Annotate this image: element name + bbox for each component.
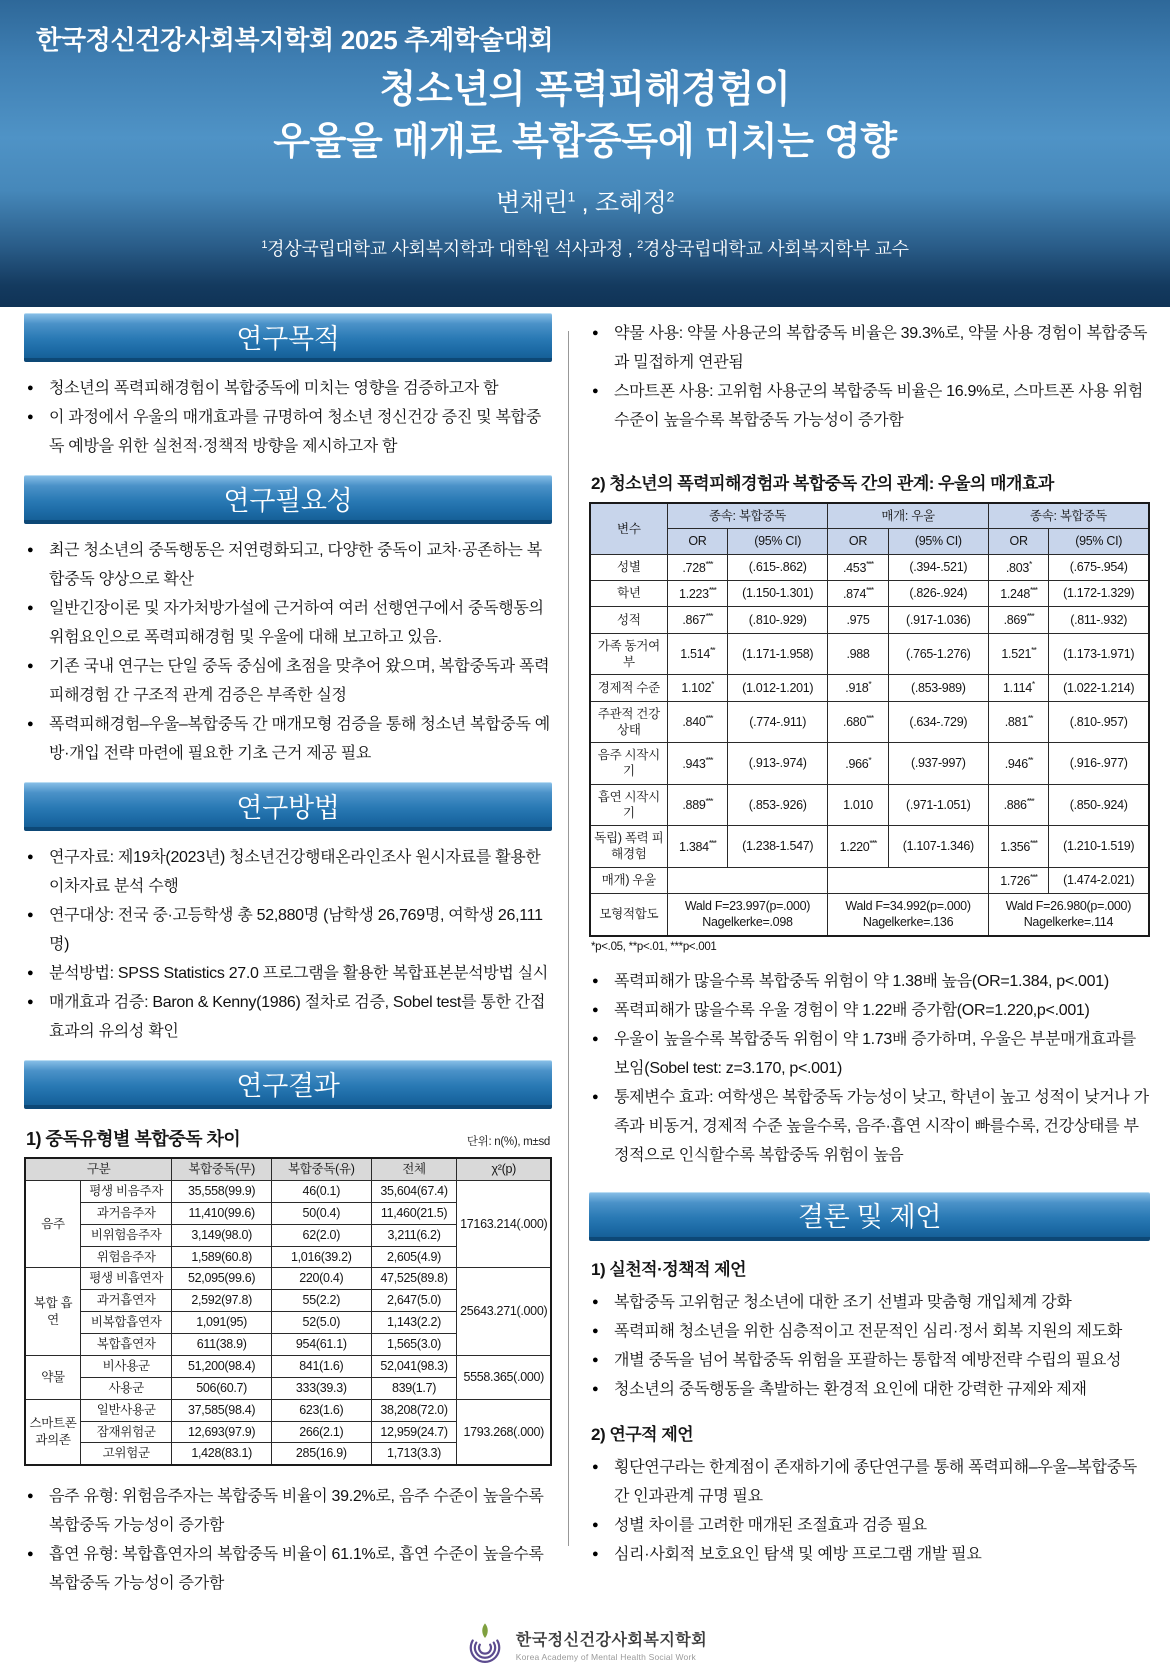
table-cell: 2,605(4.9) — [371, 1246, 457, 1268]
bullet-item: ● 청소년의 폭력피해경험이 복합중독에 미치는 영향을 검증하고자 함 — [24, 374, 552, 403]
table-cell: (1.238-1.547) — [728, 826, 828, 868]
table-cell: 과거흡연자 — [81, 1290, 172, 1312]
results-subheading-2: 2) 청소년의 폭력피해경험과 복합중독 간의 관계: 우울의 매개효과 — [591, 474, 1054, 493]
table-row — [590, 607, 1149, 633]
table-cell: 1.384*** — [667, 826, 727, 868]
variable-cell: 가족 동거여부 — [590, 633, 667, 675]
table-cell: (1.012-1.201) — [728, 675, 828, 701]
table-cell: 비복합흡연자 — [81, 1312, 172, 1334]
column-header: 매개: 우울 — [828, 503, 989, 529]
table-cell: (.810-.957) — [1049, 701, 1149, 743]
conclusion-research-bullets — [589, 1453, 1150, 1569]
section-title: 연구방법 — [236, 792, 340, 823]
method-bullets — [24, 843, 552, 1046]
right-column — [589, 313, 1150, 1612]
mediation-table — [589, 502, 1150, 937]
table-cell: 1.248*** — [988, 580, 1048, 606]
table-cell: 1.521** — [988, 633, 1048, 675]
table-cell: 1.114* — [988, 675, 1048, 701]
section-title: 연구결과 — [236, 1070, 340, 1101]
table-cell: 1,713(3.3) — [371, 1443, 457, 1465]
table-cell: (1.173-1.971) — [1049, 633, 1149, 675]
table-cell: 506(60.7) — [172, 1377, 272, 1399]
left-column — [24, 313, 552, 1612]
author-1: 변채린 — [495, 188, 568, 217]
table-cell: (.850-.924) — [1049, 784, 1149, 826]
table-cell: 1.220*** — [828, 826, 888, 868]
table-cell: (.811-.932) — [1049, 607, 1149, 633]
table-cell: 1,565(3.0) — [371, 1334, 457, 1356]
table-cell: 11,410(99.6) — [172, 1202, 272, 1224]
table-row — [590, 554, 1149, 580]
column-header: (95% CI) — [728, 529, 828, 554]
author-2-sup: 2 — [666, 188, 675, 205]
academy-logo-text — [516, 1627, 707, 1662]
table-row — [590, 701, 1149, 743]
table-cell: 위험음주자 — [81, 1246, 172, 1268]
table-cell: .966* — [828, 743, 888, 785]
column-divider — [568, 331, 569, 1546]
bullet-item: ● 흡연 유형: 복합흡연자의 복합중독 비율이 61.1%로, 흡연 수준이 높을수록 복합중독 가능성이 증가함 — [24, 1540, 552, 1598]
section-header-purpose — [24, 313, 552, 362]
model-fit-cell: Wald F=34.992(p=.000) Nagelkerke=.136 — [828, 894, 989, 936]
table-cell: 51,200(98.4) — [172, 1355, 272, 1377]
chi-cell: 17163.214(.000) — [457, 1180, 551, 1268]
table-cell: 266(2.1) — [272, 1421, 372, 1443]
chi-cell: 25643.271(.000) — [457, 1268, 551, 1356]
table-cell: 46(0.1) — [272, 1180, 372, 1202]
bullet-item: ● 심리·사회적 보호요인 탐색 및 예방 프로그램 개발 필요 — [589, 1540, 1150, 1569]
authors-line — [0, 183, 1170, 219]
table-cell: (.774-.911) — [728, 701, 828, 743]
affiliation-2-sup: 2 — [637, 238, 643, 251]
table-cell: (.937-997) — [888, 743, 988, 785]
table-cell: 611(38.9) — [172, 1334, 272, 1356]
table-cell: (.394-.521) — [888, 554, 988, 580]
table-cell: (.917-1.036) — [888, 607, 988, 633]
table-cell: 47,525(89.8) — [371, 1268, 457, 1290]
table-cell: 1,143(2.2) — [371, 1312, 457, 1334]
table-cell: 1.726*** — [988, 867, 1048, 893]
table-cell: 52,095(99.6) — [172, 1268, 272, 1290]
table-row — [590, 580, 1149, 606]
poster-title-line2: 우울을 매개로 복합중독에 미치는 영향 — [273, 121, 897, 164]
chi-cell: 5558.365(.000) — [457, 1355, 551, 1399]
section-header-method — [24, 782, 552, 831]
bullet-item: ● 이 과정에서 우울의 매개효과를 규명하여 청소년 정신건강 증진 및 복합중독 예방을 위한 실천적·정책적 방향을 제시하고자 함 — [24, 403, 552, 461]
table-row — [590, 633, 1149, 675]
bullet-item: ● 폭력피해 청소년을 위한 심층적이고 전문적인 심리·정서 회복 지원의 제도화 — [589, 1317, 1150, 1346]
group-label-cell: 음주 — [25, 1180, 81, 1268]
poster-title-line1: 청소년의 폭력피해경험이 — [379, 69, 791, 111]
table-cell: 3,149(98.0) — [172, 1224, 272, 1246]
table-cell: 12,959(24.7) — [371, 1421, 457, 1443]
bullet-item: ● 분석방법: SPSS Statistics 27.0 프로그램을 활용한 복합표본분석방법 실시 — [24, 959, 552, 988]
conclusion-subheading-1: 1) 실천적·정책적 제언 — [591, 1259, 747, 1279]
table-cell: (.826-.924) — [888, 580, 988, 606]
conclusion-practice-bullets — [589, 1288, 1150, 1404]
table-cell: 평생 비흡연자 — [81, 1268, 172, 1290]
affiliation-1: 경상국립대학교 사회복지학과 대학원 석사과정 , — [267, 238, 638, 259]
drug-smartphone-bullets — [589, 319, 1150, 435]
table-cell: (.765-1.276) — [888, 633, 988, 675]
table-cell: 35,604(67.4) — [371, 1180, 457, 1202]
table-cell: (.853-989) — [888, 675, 988, 701]
need-bullets — [24, 536, 552, 768]
table-cell: (.615-.862) — [728, 554, 828, 580]
section-header-conclusion — [589, 1192, 1150, 1241]
academy-logo-icon — [463, 1622, 507, 1666]
results-subheading-1: 1) 중독유형별 복합중독 차이 — [26, 1129, 241, 1149]
table-cell: 623(1.6) — [272, 1399, 372, 1421]
section-title: 결론 및 제언 — [797, 1202, 942, 1233]
table-cell: (.810-.929) — [728, 607, 828, 633]
variable-cell: 음주 시작시기 — [590, 743, 667, 785]
column-header: 전체 — [371, 1158, 457, 1180]
group-label-cell: 스마트폰 과의존 — [25, 1399, 81, 1465]
table-cell: .867*** — [667, 607, 727, 633]
column-header: OR — [828, 529, 888, 554]
table-cell: 비위험음주자 — [81, 1224, 172, 1246]
table-cell: .918* — [828, 675, 888, 701]
table-cell: 50(0.4) — [272, 1202, 372, 1224]
table-cell: .881** — [988, 701, 1048, 743]
table-row — [25, 1180, 551, 1202]
table-cell: .869*** — [988, 607, 1048, 633]
conclusion-subheading-2: 2) 연구적 제언 — [591, 1424, 694, 1444]
table-cell: .728*** — [667, 554, 727, 580]
bullet-item: ● 연구자료: 제19차(2023년) 청소년건강행태온라인조사 원시자료를 활용한 이차자료 분석 수행 — [24, 843, 552, 901]
table-cell: (.675-.954) — [1049, 554, 1149, 580]
academy-name-korean: 한국정신건강사회복지학회 — [515, 1631, 708, 1649]
column-header: 종속: 복합중독 — [667, 503, 828, 529]
table-cell: 평생 비음주자 — [81, 1180, 172, 1202]
table-cell: 과거음주자 — [81, 1202, 172, 1224]
bullet-item: ● 개별 중독을 넘어 복합중독 위험을 포괄하는 통합적 예방전략 수립의 필요성 — [589, 1346, 1150, 1375]
table-cell: 62(2.0) — [272, 1224, 372, 1246]
variable-cell: 흡연 시작시기 — [590, 784, 667, 826]
table-cell: 1.010 — [828, 784, 888, 826]
table-row — [25, 1399, 551, 1421]
table-cell: (1.474-2.021) — [1049, 867, 1149, 893]
results-subheading-row — [26, 1125, 550, 1151]
table-cell: .680*** — [828, 701, 888, 743]
table-cell: 1.514** — [667, 633, 727, 675]
variable-cell: 독립) 폭력 피해경험 — [590, 826, 667, 868]
purpose-bullets — [24, 374, 552, 461]
table-cell: .803* — [988, 554, 1048, 580]
author-1-sup: 1 — [567, 188, 576, 205]
table-cell: 1.223*** — [667, 580, 727, 606]
conference-name: 한국정신건강사회복지학회 2025 추계학술대회 — [36, 25, 554, 55]
section-title: 연구필요성 — [223, 485, 353, 516]
mediation-findings-bullets — [589, 967, 1150, 1170]
table-cell: 일반사용군 — [81, 1399, 172, 1421]
table-header-row — [590, 503, 1149, 529]
table-cell: 839(1.7) — [371, 1377, 457, 1399]
table-row — [25, 1268, 551, 1290]
variable-cell: 매개) 우울 — [590, 867, 667, 893]
table-cell: 841(1.6) — [272, 1355, 372, 1377]
bullet-item: ● 청소년의 중독행동을 촉발하는 환경적 요인에 대한 강력한 규제와 제재 — [589, 1375, 1150, 1404]
table-cell: (.853-.926) — [728, 784, 828, 826]
table-row — [590, 894, 1149, 936]
column-header: 복합중독(유) — [272, 1158, 372, 1180]
bullet-item: ● 횡단연구라는 한계점이 존재하기에 종단연구를 통해 폭력피해–우울–복합중독 간 인과관계 규명 필요 — [589, 1453, 1150, 1511]
table-cell: .453*** — [828, 554, 888, 580]
table-cell: 55(2.2) — [272, 1290, 372, 1312]
table-cell: (1.107-1.346) — [888, 826, 988, 868]
bullet-item: ● 폭력피해경험–우울–복합중독 간 매개모형 검증을 통해 청소년 복합중독 예방·개입 전략 마련에 필요한 기초 근거 제공 필요 — [24, 710, 552, 768]
variable-cell: 경제적 수준 — [590, 675, 667, 701]
table-cell: 2,592(97.8) — [172, 1290, 272, 1312]
table-cell: (1.210-1.519) — [1049, 826, 1149, 868]
significance-footnote: *p<.05, **p<.01, ***p<.001 — [591, 940, 717, 953]
table-cell: 3,211(6.2) — [371, 1224, 457, 1246]
affiliation-2: 경상국립대학교 사회복지학부 교수 — [642, 238, 909, 259]
author-2: 조혜정 — [594, 188, 667, 217]
chi-cell: 1793.268(.000) — [457, 1399, 551, 1465]
column-header: 구분 — [25, 1158, 172, 1180]
table-cell: .886*** — [988, 784, 1048, 826]
table-cell: (.916-.977) — [1049, 743, 1149, 785]
table-row — [590, 675, 1149, 701]
author-separator: , — [575, 188, 595, 217]
table-cell: (.913-.974) — [728, 743, 828, 785]
table-cell: (1.171-1.958) — [728, 633, 828, 675]
unit-note: 단위: n(%), m±sd — [466, 1136, 550, 1148]
table-cell: .975 — [828, 607, 888, 633]
variable-cell: 성적 — [590, 607, 667, 633]
bullet-item: ● 약물 사용: 약물 사용군의 복합중독 비율은 39.3%로, 약물 사용 경험이 복합중독과 밀접하게 연관됨 — [589, 319, 1150, 377]
column-header: (95% CI) — [888, 529, 988, 554]
variable-cell: 모형적합도 — [590, 894, 667, 936]
variable-cell: 성별 — [590, 554, 667, 580]
table-header-row — [25, 1158, 551, 1180]
poster-footer — [0, 1612, 1170, 1676]
table-cell: 38,208(72.0) — [371, 1399, 457, 1421]
bullet-item: ● 복합중독 고위험군 청소년에 대한 조기 선별과 맞춤형 개입체계 강화 — [589, 1288, 1150, 1317]
column-header: OR — [667, 529, 727, 554]
bullet-item: ● 연구대상: 전국 중·고등학생 총 52,880명 (남학생 26,769명, 여학생 26,111명) — [24, 901, 552, 959]
table-cell: 12,693(97.9) — [172, 1421, 272, 1443]
affiliation-1-sup: 1 — [261, 238, 268, 251]
table-row — [590, 867, 1149, 893]
model-fit-cell: Wald F=23.997(p=.000) Nagelkerke=.098 — [667, 894, 828, 936]
table-row — [590, 784, 1149, 826]
column-header: 종속: 복합중독 — [988, 503, 1149, 529]
addiction-type-table — [24, 1157, 552, 1466]
table-cell: 1,428(83.1) — [172, 1443, 272, 1465]
table-cell: .988 — [828, 633, 888, 675]
table-cell: 1,091(95) — [172, 1312, 272, 1334]
content-area — [0, 307, 1170, 1612]
table-cell: 1,589(60.8) — [172, 1246, 272, 1268]
table-cell: .889*** — [667, 784, 727, 826]
column-header: χ²(p) — [457, 1158, 551, 1180]
table-cell: 2,647(5.0) — [371, 1290, 457, 1312]
table-row — [25, 1355, 551, 1377]
table-cell: 220(0.4) — [272, 1268, 372, 1290]
bullet-item: ● 통제변수 효과: 여학생은 복합중독 가능성이 낮고, 학년이 높고 성적이 낮거나 가족과 비동거, 경제적 수준 높을수록, 음주·흡연 시작이 빠를수록, 건강상태를 부정적으로 인식할수록 복합중독 위험이 높음 — [589, 1083, 1150, 1170]
table-cell: 333(39.3) — [272, 1377, 372, 1399]
bullet-item: ● 최근 청소년의 중독행동은 저연령화되고, 다양한 중독이 교차·공존하는 복합중독 양상으로 확산 — [24, 536, 552, 594]
academy-name-english: Korea Academy of Mental Health Social Work — [515, 1651, 696, 1662]
group-label-cell: 복합 흡연 — [25, 1268, 81, 1356]
table-cell: 사용군 — [81, 1377, 172, 1399]
table1-findings-bullets — [24, 1482, 552, 1598]
table-cell: 37,585(98.4) — [172, 1399, 272, 1421]
group-label-cell: 약물 — [25, 1355, 81, 1399]
table-row — [590, 826, 1149, 868]
table-cell: (1.022-1.214) — [1049, 675, 1149, 701]
table-cell: 52,041(98.3) — [371, 1355, 457, 1377]
model-fit-cell: Wald F=26.980(p=.000) Nagelkerke=.114 — [988, 894, 1149, 936]
table-cell: .874*** — [828, 580, 888, 606]
table-cell: 고위험군 — [81, 1443, 172, 1465]
table-row — [590, 743, 1149, 785]
section-header-results — [24, 1060, 552, 1109]
variable-cell: 학년 — [590, 580, 667, 606]
table-cell: 52(5.0) — [272, 1312, 372, 1334]
bullet-item: ● 음주 유형: 위험음주자는 복합중독 비율이 39.2%로, 음주 수준이 높을수록 복합중독 가능성이 증가함 — [24, 1482, 552, 1540]
table-cell: (1.150-1.301) — [728, 580, 828, 606]
table-cell: 1.356*** — [988, 826, 1048, 868]
table-cell: 285(16.9) — [272, 1443, 372, 1465]
bullet-item: ● 스마트폰 사용: 고위험 사용군의 복합중독 비율은 16.9%로, 스마트폰 사용 위험수준이 높을수록 복합중독 가능성이 증가함 — [589, 377, 1150, 435]
table-cell: (1.172-1.329) — [1049, 580, 1149, 606]
table-cell: 11,460(21.5) — [371, 1202, 457, 1224]
column-header: (95% CI) — [1049, 529, 1149, 554]
section-header-need — [24, 475, 552, 524]
table-cell: 954(61.1) — [272, 1334, 372, 1356]
empty-cell — [667, 867, 828, 893]
bullet-item: ● 일반긴장이론 및 자가처방가설에 근거하여 여러 선행연구에서 중독행동의 위험요인으로 폭력피해경험 및 우울에 대해 보고하고 있음. — [24, 594, 552, 652]
table-cell: 복합흡연자 — [81, 1334, 172, 1356]
variable-cell: 주관적 건강상태 — [590, 701, 667, 743]
bullet-item: ● 폭력피해가 많을수록 복합중독 위험이 약 1.38배 높음(OR=1.384, p<.001) — [589, 967, 1150, 996]
affiliation-line — [0, 235, 1170, 261]
table-cell: 35,558(99.9) — [172, 1180, 272, 1202]
column-header: OR — [988, 529, 1048, 554]
bullet-item: ● 우울이 높을수록 복합중독 위험이 약 1.73배 증가하며, 우울은 부분매개효과를 보임(Sobel test: z=3.170, p<.001) — [589, 1025, 1150, 1083]
table-cell: 1.102* — [667, 675, 727, 701]
table-cell: .840*** — [667, 701, 727, 743]
column-header: 복합중독(무) — [172, 1158, 272, 1180]
empty-cell — [828, 867, 989, 893]
poster-header — [0, 0, 1170, 307]
table-cell: (.971-1.051) — [888, 784, 988, 826]
table-cell: 잠재위험군 — [81, 1421, 172, 1443]
column-header: 변수 — [590, 503, 667, 554]
bullet-item: ● 성별 차이를 고려한 매개된 조절효과 검증 필요 — [589, 1511, 1150, 1540]
table-header-row — [590, 529, 1149, 554]
table-cell: 1,016(39.2) — [272, 1246, 372, 1268]
table-cell: .946** — [988, 743, 1048, 785]
section-title: 연구목적 — [236, 323, 340, 354]
table-cell: (.634-.729) — [888, 701, 988, 743]
table-cell: 비사용군 — [81, 1355, 172, 1377]
bullet-item: ● 폭력피해가 많을수록 우울 경험이 약 1.22배 증가함(OR=1.220,p<.001) — [589, 996, 1150, 1025]
bullet-item: ● 기존 국내 연구는 단일 중독 중심에 초점을 맞추어 왔으며, 복합중독과 폭력피해경험 간 구조적 관계 검증은 부족한 실정 — [24, 652, 552, 710]
table-cell: .943*** — [667, 743, 727, 785]
bullet-item: ● 매개효과 검증: Baron & Kenny(1986) 절차로 검증, Sobel test를 통한 간접효과의 유의성 확인 — [24, 988, 552, 1046]
